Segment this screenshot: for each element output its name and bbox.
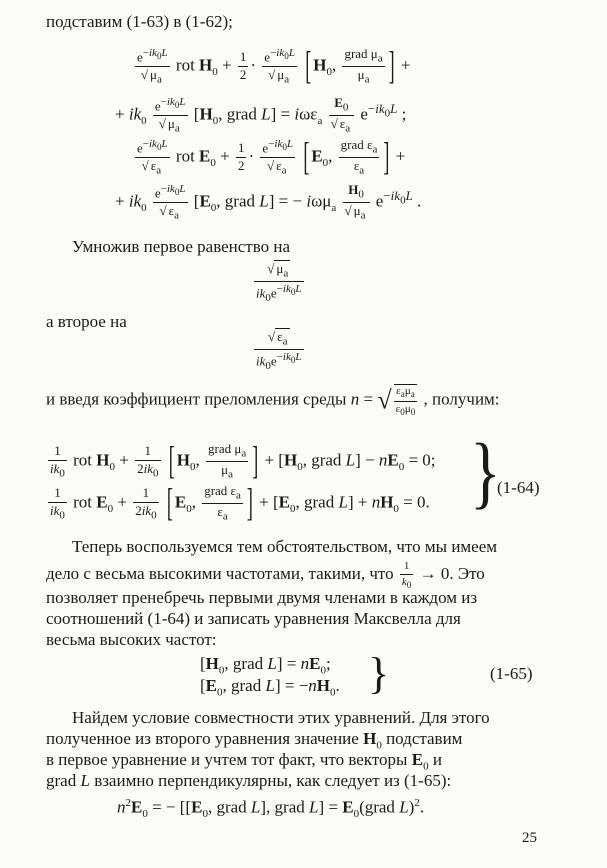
final-equation: $n^2E_0$ = − [[$E_0$, grad L], grad $L] = E_0(grad$ L)$^2$.: [117, 797, 425, 821]
para2-line1: Найдем условие совместности этих уравнений. Для этого: [72, 708, 490, 727]
equation-d: + $ik_0$ $\frac{e^{-ik_0L}}{√ \varepsilon_a}$ [$E_0$, grad L] = − iωμ$_a$ $\frac{H_0}{√ \mu_a}$ $e^{-ik_0L}$ .: [115, 182, 422, 222]
intro-text: подставим (1-63) в (1-62);: [46, 12, 233, 31]
para2-line2-text: полученное из второго уравнения значение: [46, 729, 359, 748]
equation-b: + $ik_0$ $\frac{e^{-ik_0L}}{√ \mu_a}$ [$H_0$, grad L] = iωε$_a$ $\frac{E_0}{√ \varepsilon_a}$ $e^{-ik_0L}$ ;: [115, 95, 407, 135]
para2-line3-and: и: [432, 750, 442, 769]
para2-line3-text: в первое уравнение и учтем тот факт, что векторы: [46, 750, 408, 769]
para2-line4-text: взаимно перпендикулярны, как следует из (1-65):: [94, 771, 452, 790]
page-number: 25: [522, 830, 537, 846]
para1-line4: соотношений (1-64) и записать уравнения Максвелла для: [46, 609, 461, 628]
equation-d-tail: .: [417, 191, 422, 211]
multiply-text: Умножив первое равенство на: [72, 237, 291, 256]
system-1-65-row-2: [$E_0$, grad $L] = -nH_0$.: [200, 676, 340, 699]
para2-line2: полученное из второго уравнения значение $H_0$ подставим: [46, 729, 463, 752]
para2-line3: в первое уравнение и учтем тот факт, что векторы $E_0$ и: [46, 750, 442, 773]
para1-line2-tail: → 0. Это: [419, 564, 485, 584]
para1-line2: дело с весьма высокими частотами, такими, что $\frac{1}{k_0}$ → 0. Это: [46, 560, 485, 590]
multiplier-fraction-2: $\frac{√ \varepsilon_a}{ik_0e^{-ik_0L}}$: [256, 329, 302, 373]
system-1-64-row-1: $\frac{1}{ik_0}$ rot $H_0$ + $\frac{1}{2ik_0}$ [ $H_0$, $\frac{grad \mu_a}{\mu_a}$ ] + [$H_0$, grad $L] - nE_0 = 0$;: [50, 438, 436, 483]
equation-a-tail: +: [400, 55, 411, 75]
equation-a: $\frac{e^{-ik_0L}}{√ \mu_a}$ rot $H_0$ + $\frac{1}{2}$ · $\frac{e^{-ik_0L}}{√ \mu_a}$ [ $H_0$, $\frac{grad \mu_a}{\mu_a}$ ] +: [137, 43, 411, 88]
para2-line2-tail: подставим: [386, 729, 463, 748]
multiplier-fraction-1: $\frac{√ \mu_a}{ik_0e^{-ik_0L}}$: [256, 261, 302, 305]
system-1-64-brace: }: [470, 427, 501, 516]
equation-number-1-64: (1-64): [497, 478, 540, 497]
system-1-65-brace: }: [368, 649, 390, 698]
para2-line4-grad: grad: [46, 771, 77, 790]
second-text: а второе на: [46, 312, 127, 331]
equation-b-tail: ;: [401, 104, 407, 124]
refraction-tail: , получим:: [423, 389, 500, 409]
refraction-line: и введя коэффициент преломления среды n = √ $\frac{\varepsilon_a\mu_a}{\varepsilon_0\mu_0}$ , получим:: [46, 385, 500, 417]
system-1-64-row-2: $\frac{1}{ik_0}$ rot $E_0$ + $\frac{1}{2ik_0}$ [ $E_0$, $\frac{grad \varepsilon_a}{\varepsilon_a}$ ] + [$E_0$, grad $L] + nH_0 = 0$.: [50, 480, 430, 525]
para1-line2-text: дело с весьма высокими частотами, такими, что: [46, 564, 394, 584]
equation-c-tail: +: [395, 146, 406, 166]
para1-line3: позволяет пренебречь первыми двумя членами в каждом из: [46, 588, 478, 607]
equation-c: $\frac{e^{-ik_0L}}{√ \varepsilon_a}$ rot $E_0$ + $\frac{1}{2}$ · $\frac{e^{-ik_0L}}{√ \varepsilon_a}$ [ $E_0$, $\frac{grad \varepsilon_a}{\varepsilon_a}$ ] +: [137, 134, 406, 179]
para1-line5: весьма высоких частот:: [46, 630, 217, 649]
equation-number-1-65: (1-65): [490, 664, 533, 683]
refraction-text: и введя коэффициент преломления среды: [46, 389, 347, 409]
para1-line1: Теперь воспользуемся тем обстоятельством, что мы имеем: [72, 537, 498, 556]
system-1-65-row-1: [$H_0$, grad $L] = nE_0$;: [200, 654, 331, 677]
para2-line4: grad L взаимно перпендикулярны, как следует из (1-65):: [46, 771, 452, 790]
